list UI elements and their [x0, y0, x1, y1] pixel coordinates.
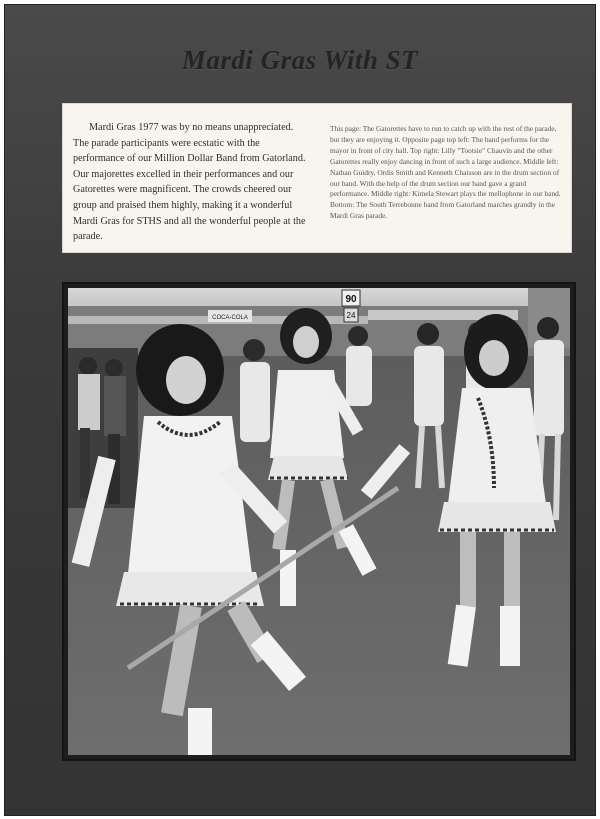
route-sign-lower-number: 24 [346, 311, 356, 320]
route-sign-number: 90 [345, 294, 357, 305]
coca-cola-sign-text: COCA-COLA [212, 315, 248, 321]
yearbook-page [4, 4, 596, 816]
gatorettes-parade-image [68, 288, 570, 755]
photo-frame [62, 282, 576, 761]
text-panel [62, 103, 572, 253]
page-title: Mardi Gras With ST [181, 45, 419, 75]
photo-caption: This page: The Gatorettes have to run to catch up with the rest of the parade, but they are enjoying it. Opposite page top left: The band performs for the mayor in front of city hall. Top right: Lilly "Tootsie" Chauvin and the other Gatorettes really enjoy dancing in front of such a large audience. Middle left: Nathan Guidry, Ordis Smith and Kenneth Chaisson are in the drum section of our band. With the help of the drum section our band gave a grand performance. Middle right: Kimela Stewart plays the mellophone in our band. Bottom: The South Terrebonne band from Gatorland marches grandly in the Mardi Gras parade. [330, 124, 561, 221]
story-paragraph: Mardi Gras 1977 was by no means unappreciated. The parade participants were ecstatic with the performance of our Million Dollar Band from Gatorland. Our majorettes excelled in their performances and our Gatorettes were magnificent. The crowds cheered our group and praised them highly, making it a wonderful Mardi Gras for STHS and all the wonderful people at the parade. [73, 122, 306, 243]
parade-photo [68, 288, 570, 755]
